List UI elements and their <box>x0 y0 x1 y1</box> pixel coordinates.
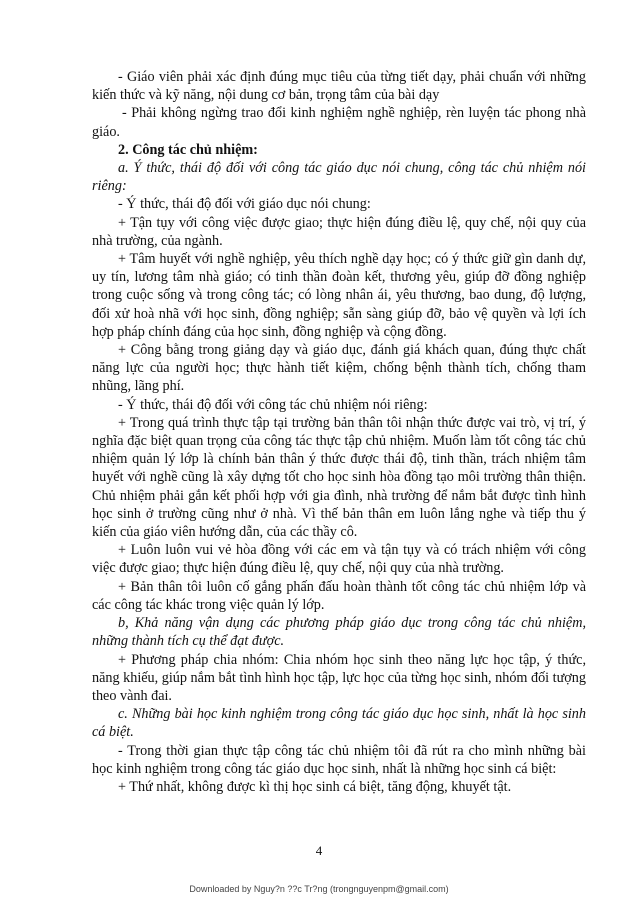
paragraph: a. Ý thức, thái độ đối với công tác giáo dục nói chung, công tác chủ nhiệm nói riêng: <box>92 160 586 195</box>
paragraph: - Giáo viên phải xác định đúng mục tiêu của từng tiết dạy, phải chuẩn với những kiến thức và kỹ năng, nội dung cơ bản, trọng tâm của bài dạy <box>92 69 586 104</box>
download-footer: Downloaded by Nguy?n ??c Tr?ng (trongnguyenpm@gmail.com) <box>189 884 449 894</box>
paragraph: + Tận tụy với công việc được giao; thực hiện đúng điều lệ, quy chế, nội quy của nhà trường, của ngành. <box>92 214 586 249</box>
paragraph: - Ý thức, thái độ đối với giáo dục nói chung: <box>118 196 371 213</box>
paragraph: - Ý thức, thái độ đối với công tác chủ nhiệm nói riêng: <box>118 396 428 413</box>
paragraph: + Thứ nhất, không được kì thị học sinh cá biệt, tăng động, khuyết tật. <box>118 778 512 795</box>
paragraph: b, Khả năng vận dụng các phương pháp giáo dục trong công tác chủ nhiệm, những thành tích cụ thể đạt được. <box>92 615 586 650</box>
page-number: 4 <box>315 843 323 858</box>
paragraph: c. Những bài học kinh nghiệm trong công tác giáo dục học sinh, nhất là học sinh cá biệt. <box>92 706 586 741</box>
paragraph: + Bản thân tôi luôn cố gắng phấn đấu hoàn thành tốt công tác chủ nhiệm lớp và các công tác khác trong việc quản lý lớp. <box>92 578 586 613</box>
paragraph: + Trong quá trình thực tập tại trường bản thân tôi nhận thức được vai trò, vị trí, ý nghĩa đặc biệt quan trọng của công tác thực tập chủ nhiệm. Muốn làm tốt công tác chủ nhiệm quản lý lớp là chính bản thân ý thức được thái độ, tinh thần, trách nhiệm tâm huyết với nghề cũng là xây dựng tốt cho học sinh hòa đồng tạo môi trường thân thiện. Chủ nhiệm phải gắn kết phối hợp với gia đình, nhà trường để nắm bắt được tình hình học sinh ở trường cũng như ở nhà. Vì thế bản thân em luôn lắng nghe và tiếp thu ý kiến của giáo viên hướng dẫn, của các thầy cô. <box>92 414 586 541</box>
paragraph: - Phải không ngừng trao đổi kinh nghiệm nghề nghiệp, rèn luyện tác phong nhà giáo. <box>92 105 586 140</box>
document-body <box>92 68 586 796</box>
paragraph: + Tâm huyết với nghề nghiệp, yêu thích nghề dạy học; có ý thức giữ gìn danh dự, uy tín, lương tâm nhà giáo; có tinh thần đoàn kết, thương yêu, giúp đỡ đồng nghiệp trong cuộc sống và trong công tác; có lòng nhân ái, yêu thương, bao dung, độ lượng, đối xử hoà nhã với học sinh, đồng nghiệp; sẵn sàng giúp đỡ, bảo vệ quyền và lợi ích hợp pháp chính đáng của học sinh, đồng nghiệp và cộng đồng. <box>92 251 586 340</box>
paragraph: + Công bằng trong giảng dạy và giáo dục, đánh giá khách quan, đúng thực chất năng lực của người học; thực hành tiết kiệm, chống bệnh thành tích, chống tham nhũng, lãng phí. <box>92 342 586 395</box>
paragraph: + Luôn luôn vui vẻ hòa đồng với các em và tận tụy và có trách nhiệm với công việc được giao; thực hiện đúng điều lệ, quy chế, nội quy của nhà trường. <box>92 542 586 577</box>
paragraph: + Phương pháp chia nhóm: Chia nhóm học sinh theo năng lực học tập, ý thức, năng khiếu, giúp nắm bắt tình hình học tập, lực học của từng học sinh, nhóm đối tượng theo vành đai. <box>92 651 586 704</box>
paragraph: - Trong thời gian thực tập công tác chủ nhiệm tôi đã rút ra cho mình những bài học kinh nghiệm trong công tác giáo dục học sinh, nhất là những học sinh cá biệt: <box>92 742 586 777</box>
paragraph: 2. Công tác chủ nhiệm: <box>118 141 258 158</box>
